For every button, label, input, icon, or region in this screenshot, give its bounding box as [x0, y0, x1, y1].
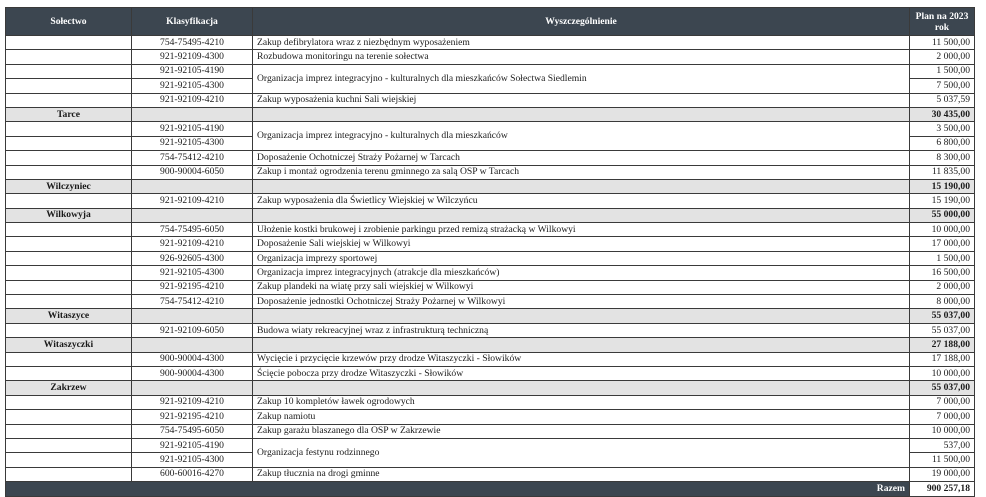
- village-group-row: [6, 179, 975, 193]
- table-row: [6, 151, 975, 165]
- classification-code: 926-92605-4300: [132, 251, 253, 265]
- item-amount: 10 000,00: [910, 223, 975, 237]
- table-row: [6, 223, 975, 237]
- table-row: [6, 50, 975, 64]
- village-name: Wilczyniec: [6, 179, 132, 193]
- village-cell-empty: [6, 122, 132, 136]
- item-amount: 17 000,00: [910, 237, 975, 251]
- item-description: Zakup wyposażenia kuchni Sali wiejskiej: [253, 93, 910, 107]
- item-description: Zakup wyposażenia dla Świetlicy Wiejskiej w Wilczyńcu: [253, 194, 910, 208]
- classification-code: 900-90004-4300: [132, 366, 253, 380]
- classification-code: 921-92109-4210: [132, 395, 253, 409]
- item-description: Organizacja imprez integracyjno - kulturalnych dla mieszkańców Sołectwa Siedlemin: [253, 64, 910, 93]
- classification-code: 921-92105-4300: [132, 79, 253, 93]
- village-cell-empty: [6, 151, 132, 165]
- village-code-empty: [132, 107, 253, 121]
- header-wyszczegolnienie: Wyszczególnienie: [253, 8, 910, 36]
- table-row: [6, 64, 975, 78]
- village-cell-empty: [6, 79, 132, 93]
- village-cell-empty: [6, 280, 132, 294]
- item-amount: 19 000,00: [910, 467, 975, 481]
- table-row: [6, 122, 975, 136]
- village-subtotal: 30 435,00: [910, 107, 975, 121]
- item-description: Zakup plandeki na wiatę przy sali wiejskiej w Wilkowyi: [253, 280, 910, 294]
- village-cell-empty: [6, 352, 132, 366]
- item-amount: 10 000,00: [910, 424, 975, 438]
- village-cell-empty: [6, 453, 132, 467]
- village-desc-empty: [253, 338, 910, 352]
- item-amount: 537,00: [910, 438, 975, 452]
- item-amount: 1 500,00: [910, 64, 975, 78]
- item-amount: 1 500,00: [910, 251, 975, 265]
- table-row: [6, 165, 975, 179]
- item-description: Organizacja imprez integracyjno - kulturalnych dla mieszkańców: [253, 122, 910, 151]
- item-description: Zakup defibrylatora wraz z niezbędnym wyposażeniem: [253, 36, 910, 50]
- item-amount: 6 800,00: [910, 136, 975, 150]
- village-code-empty: [132, 381, 253, 395]
- village-cell-empty: [6, 223, 132, 237]
- village-subtotal: 55 037,00: [910, 381, 975, 395]
- village-cell-empty: [6, 251, 132, 265]
- classification-code: 921-92105-4300: [132, 136, 253, 150]
- item-amount: 2 000,00: [910, 50, 975, 64]
- item-amount: 7 000,00: [910, 395, 975, 409]
- item-description: Organizacja festynu rodzinnego: [253, 438, 910, 467]
- classification-code: 921-92195-4210: [132, 280, 253, 294]
- item-description: Wycięcie i przycięcie krzewów przy drodze Witaszyczki - Słowików: [253, 352, 910, 366]
- village-subtotal: 55 000,00: [910, 208, 975, 222]
- village-cell-empty: [6, 36, 132, 50]
- item-description: Budowa wiaty rekreacyjnej wraz z infrastrukturą techniczną: [253, 323, 910, 337]
- classification-code: 900-90004-4300: [132, 352, 253, 366]
- item-description: Organizacja imprez integracyjnych (atrakcje dla mieszkańców): [253, 266, 910, 280]
- item-amount: 11 500,00: [910, 453, 975, 467]
- table-row: [6, 36, 975, 50]
- table-row: [6, 410, 975, 424]
- item-amount: 7 000,00: [910, 410, 975, 424]
- header-klasyfikacja: Klasyfikacja: [132, 8, 253, 36]
- village-group-row: [6, 338, 975, 352]
- village-subtotal: 15 190,00: [910, 179, 975, 193]
- table-row: [6, 323, 975, 337]
- item-amount: 7 500,00: [910, 79, 975, 93]
- village-cell-empty: [6, 136, 132, 150]
- classification-code: 921-92109-4300: [132, 50, 253, 64]
- item-amount: 15 190,00: [910, 194, 975, 208]
- item-amount: 17 188,00: [910, 352, 975, 366]
- table-body: [6, 36, 975, 497]
- table-row: [6, 467, 975, 481]
- classification-code: 754-75412-4210: [132, 295, 253, 309]
- village-group-row: [6, 381, 975, 395]
- table-row: [6, 251, 975, 265]
- item-description: Rozbudowa monitoringu na terenie sołectwa: [253, 50, 910, 64]
- village-desc-empty: [253, 208, 910, 222]
- village-subtotal: 55 037,00: [910, 309, 975, 323]
- classification-code: 754-75495-4210: [132, 36, 253, 50]
- village-cell-empty: [6, 93, 132, 107]
- village-cell-empty: [6, 50, 132, 64]
- classification-code: 921-92105-4300: [132, 266, 253, 280]
- item-description: Doposażenie jednostki Ochotniczej Straży Pożarnej w Wilkowyi: [253, 295, 910, 309]
- table-row: [6, 438, 975, 452]
- classification-code: 921-92105-4190: [132, 122, 253, 136]
- table-row: [6, 280, 975, 294]
- village-subtotal: 27 188,00: [910, 338, 975, 352]
- village-cell-empty: [6, 323, 132, 337]
- item-description: Zakup i montaż ogrodzenia terenu gminnego za salą OSP w Tarcach: [253, 165, 910, 179]
- table-row: [6, 424, 975, 438]
- item-description: Zakup tłucznia na drogi gminne: [253, 467, 910, 481]
- village-cell-empty: [6, 366, 132, 380]
- classification-code: 754-75412-4210: [132, 151, 253, 165]
- village-desc-empty: [253, 381, 910, 395]
- item-amount: 16 500,00: [910, 266, 975, 280]
- classification-code: 921-92105-4190: [132, 64, 253, 78]
- village-name: Wilkowyja: [6, 208, 132, 222]
- classification-code: 921-92109-4210: [132, 237, 253, 251]
- village-desc-empty: [253, 309, 910, 323]
- item-amount: 8 000,00: [910, 295, 975, 309]
- item-description: Zakup garażu blaszanego dla OSP w Zakrzewie: [253, 424, 910, 438]
- village-cell-empty: [6, 438, 132, 452]
- item-description: Zakup 10 kompletów ławek ogrodowych: [253, 395, 910, 409]
- item-amount: 8 300,00: [910, 151, 975, 165]
- village-cell-empty: [6, 410, 132, 424]
- village-cell-empty: [6, 424, 132, 438]
- total-row: [6, 482, 975, 496]
- village-cell-empty: [6, 266, 132, 280]
- village-cell-empty: [6, 237, 132, 251]
- table-row: [6, 194, 975, 208]
- classification-code: 921-92195-4210: [132, 410, 253, 424]
- village-cell-empty: [6, 395, 132, 409]
- classification-code: 921-92105-4300: [132, 453, 253, 467]
- village-code-empty: [132, 208, 253, 222]
- table-row: [6, 237, 975, 251]
- total-amount: 900 257,18: [910, 482, 975, 496]
- village-name: Tarce: [6, 107, 132, 121]
- table-row: [6, 295, 975, 309]
- classification-code: 754-75495-6050: [132, 424, 253, 438]
- village-code-empty: [132, 338, 253, 352]
- village-cell-empty: [6, 295, 132, 309]
- item-amount: 55 037,00: [910, 323, 975, 337]
- item-amount: 2 000,00: [910, 280, 975, 294]
- item-amount: 3 500,00: [910, 122, 975, 136]
- classification-code: 900-90004-6050: [132, 165, 253, 179]
- item-amount: 10 000,00: [910, 366, 975, 380]
- item-description: Ułożenie kostki brukowej i zrobienie parkingu przed remizą strażacką w Wilkowyi: [253, 223, 910, 237]
- village-group-row: [6, 107, 975, 121]
- village-cell-empty: [6, 467, 132, 481]
- village-cell-empty: [6, 194, 132, 208]
- classification-code: 600-60016-4270: [132, 467, 253, 481]
- classification-code: 921-92109-6050: [132, 323, 253, 337]
- table-row: [6, 366, 975, 380]
- village-group-row: [6, 309, 975, 323]
- village-name: Zakrzew: [6, 381, 132, 395]
- item-amount: 5 037,59: [910, 93, 975, 107]
- village-cell-empty: [6, 165, 132, 179]
- village-code-empty: [132, 179, 253, 193]
- table-header-row: [6, 8, 975, 36]
- village-name: Witaszyce: [6, 309, 132, 323]
- village-name: Witaszyczki: [6, 338, 132, 352]
- item-description: Organizacja imprezy sportowej: [253, 251, 910, 265]
- item-description: Doposażenie Ochotniczej Straży Pożarnej w Tarcach: [253, 151, 910, 165]
- item-description: Ścięcie pobocza przy drodze Witaszyczki - Słowików: [253, 366, 910, 380]
- classification-code: 921-92109-4210: [132, 93, 253, 107]
- table-row: [6, 93, 975, 107]
- table-row: [6, 395, 975, 409]
- table-row: [6, 266, 975, 280]
- village-code-empty: [132, 309, 253, 323]
- total-label: Razem: [6, 482, 910, 496]
- item-amount: 11 835,00: [910, 165, 975, 179]
- classification-code: 921-92109-4210: [132, 194, 253, 208]
- item-description: Doposażenie Sali wiejskiej w Wilkowyi: [253, 237, 910, 251]
- budget-table: [5, 7, 975, 497]
- village-group-row: [6, 208, 975, 222]
- village-desc-empty: [253, 107, 910, 121]
- village-cell-empty: [6, 64, 132, 78]
- classification-code: 754-75495-6050: [132, 223, 253, 237]
- table-row: [6, 352, 975, 366]
- header-solectwo: Sołectwo: [6, 8, 132, 36]
- header-plan: Plan na 2023 rok: [910, 8, 975, 36]
- village-desc-empty: [253, 179, 910, 193]
- item-description: Zakup namiotu: [253, 410, 910, 424]
- item-amount: 11 500,00: [910, 36, 975, 50]
- classification-code: 921-92105-4190: [132, 438, 253, 452]
